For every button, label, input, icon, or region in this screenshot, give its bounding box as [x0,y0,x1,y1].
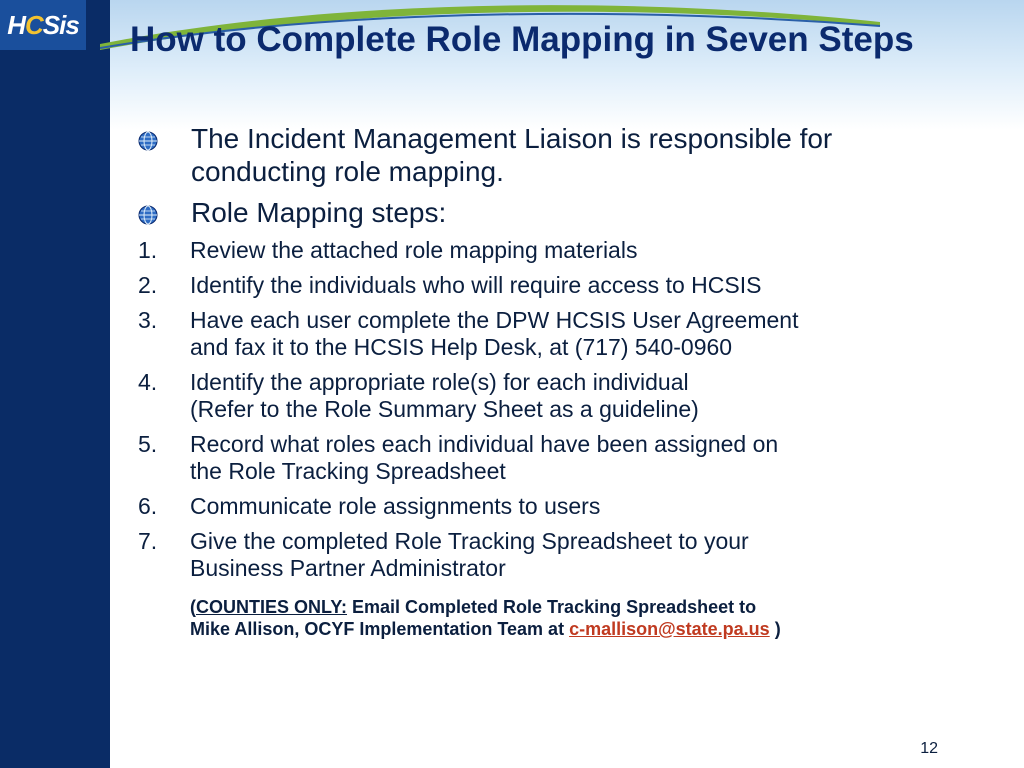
step-item [138,528,958,582]
step-number: 2. [138,272,158,298]
bullet-text: Role Mapping steps: [191,197,447,228]
slide-body [138,122,958,640]
step-number: 5. [138,431,158,457]
hcsis-logo [0,0,88,50]
step-text: Review the attached role mapping materials [190,237,638,263]
step-item [138,237,958,264]
step-item [138,369,958,423]
step-text: Give the completed Role Tracking Spreadsheet to your Business Partner Administrator [190,528,749,581]
step-item [138,272,958,299]
step-item [138,493,958,520]
globe-icon [138,205,158,225]
slide-title: How to Complete Role Mapping in Seven Steps [130,20,914,59]
email-link[interactable]: c-mallison@state.pa.us [569,619,770,639]
bullet-text: The Incident Management Liaison is responsible for conducting role mapping. [191,123,833,187]
bullet-item [138,196,958,229]
step-text: Identify the appropriate role(s) for each individual (Refer to the Role Summary Sheet as a guideline) [190,369,699,422]
logo-text: HCSis [7,9,79,40]
page-number: 12 [920,740,938,757]
step-item [138,307,958,361]
step-number: 6. [138,493,158,519]
step-number: 4. [138,369,158,395]
step-text: Record what roles each individual have been assigned on the Role Tracking Spreadsheet [190,431,779,484]
step-item [138,431,958,485]
step-text: Communicate role assignments to users [190,493,601,519]
counties-note: (COUNTIES ONLY: Email Completed Role Tracking Spreadsheet to Mike Allison, OCYF Implementation Team at c-mallison@state.pa.us ) [190,597,781,639]
step-number: 1. [138,237,158,263]
step-text: Have each user complete the DPW HCSIS User Agreement and fax it to the HCSIS Help Desk, at (717) 540-0960 [190,307,799,360]
left-sidebar [0,0,110,768]
globe-icon [138,131,158,151]
step-number: 7. [138,528,158,554]
bullet-item [138,122,958,188]
counties-only-label: COUNTIES ONLY: [196,597,348,617]
step-number: 3. [138,307,158,333]
step-text: Identify the individuals who will require access to HCSIS [190,272,762,298]
